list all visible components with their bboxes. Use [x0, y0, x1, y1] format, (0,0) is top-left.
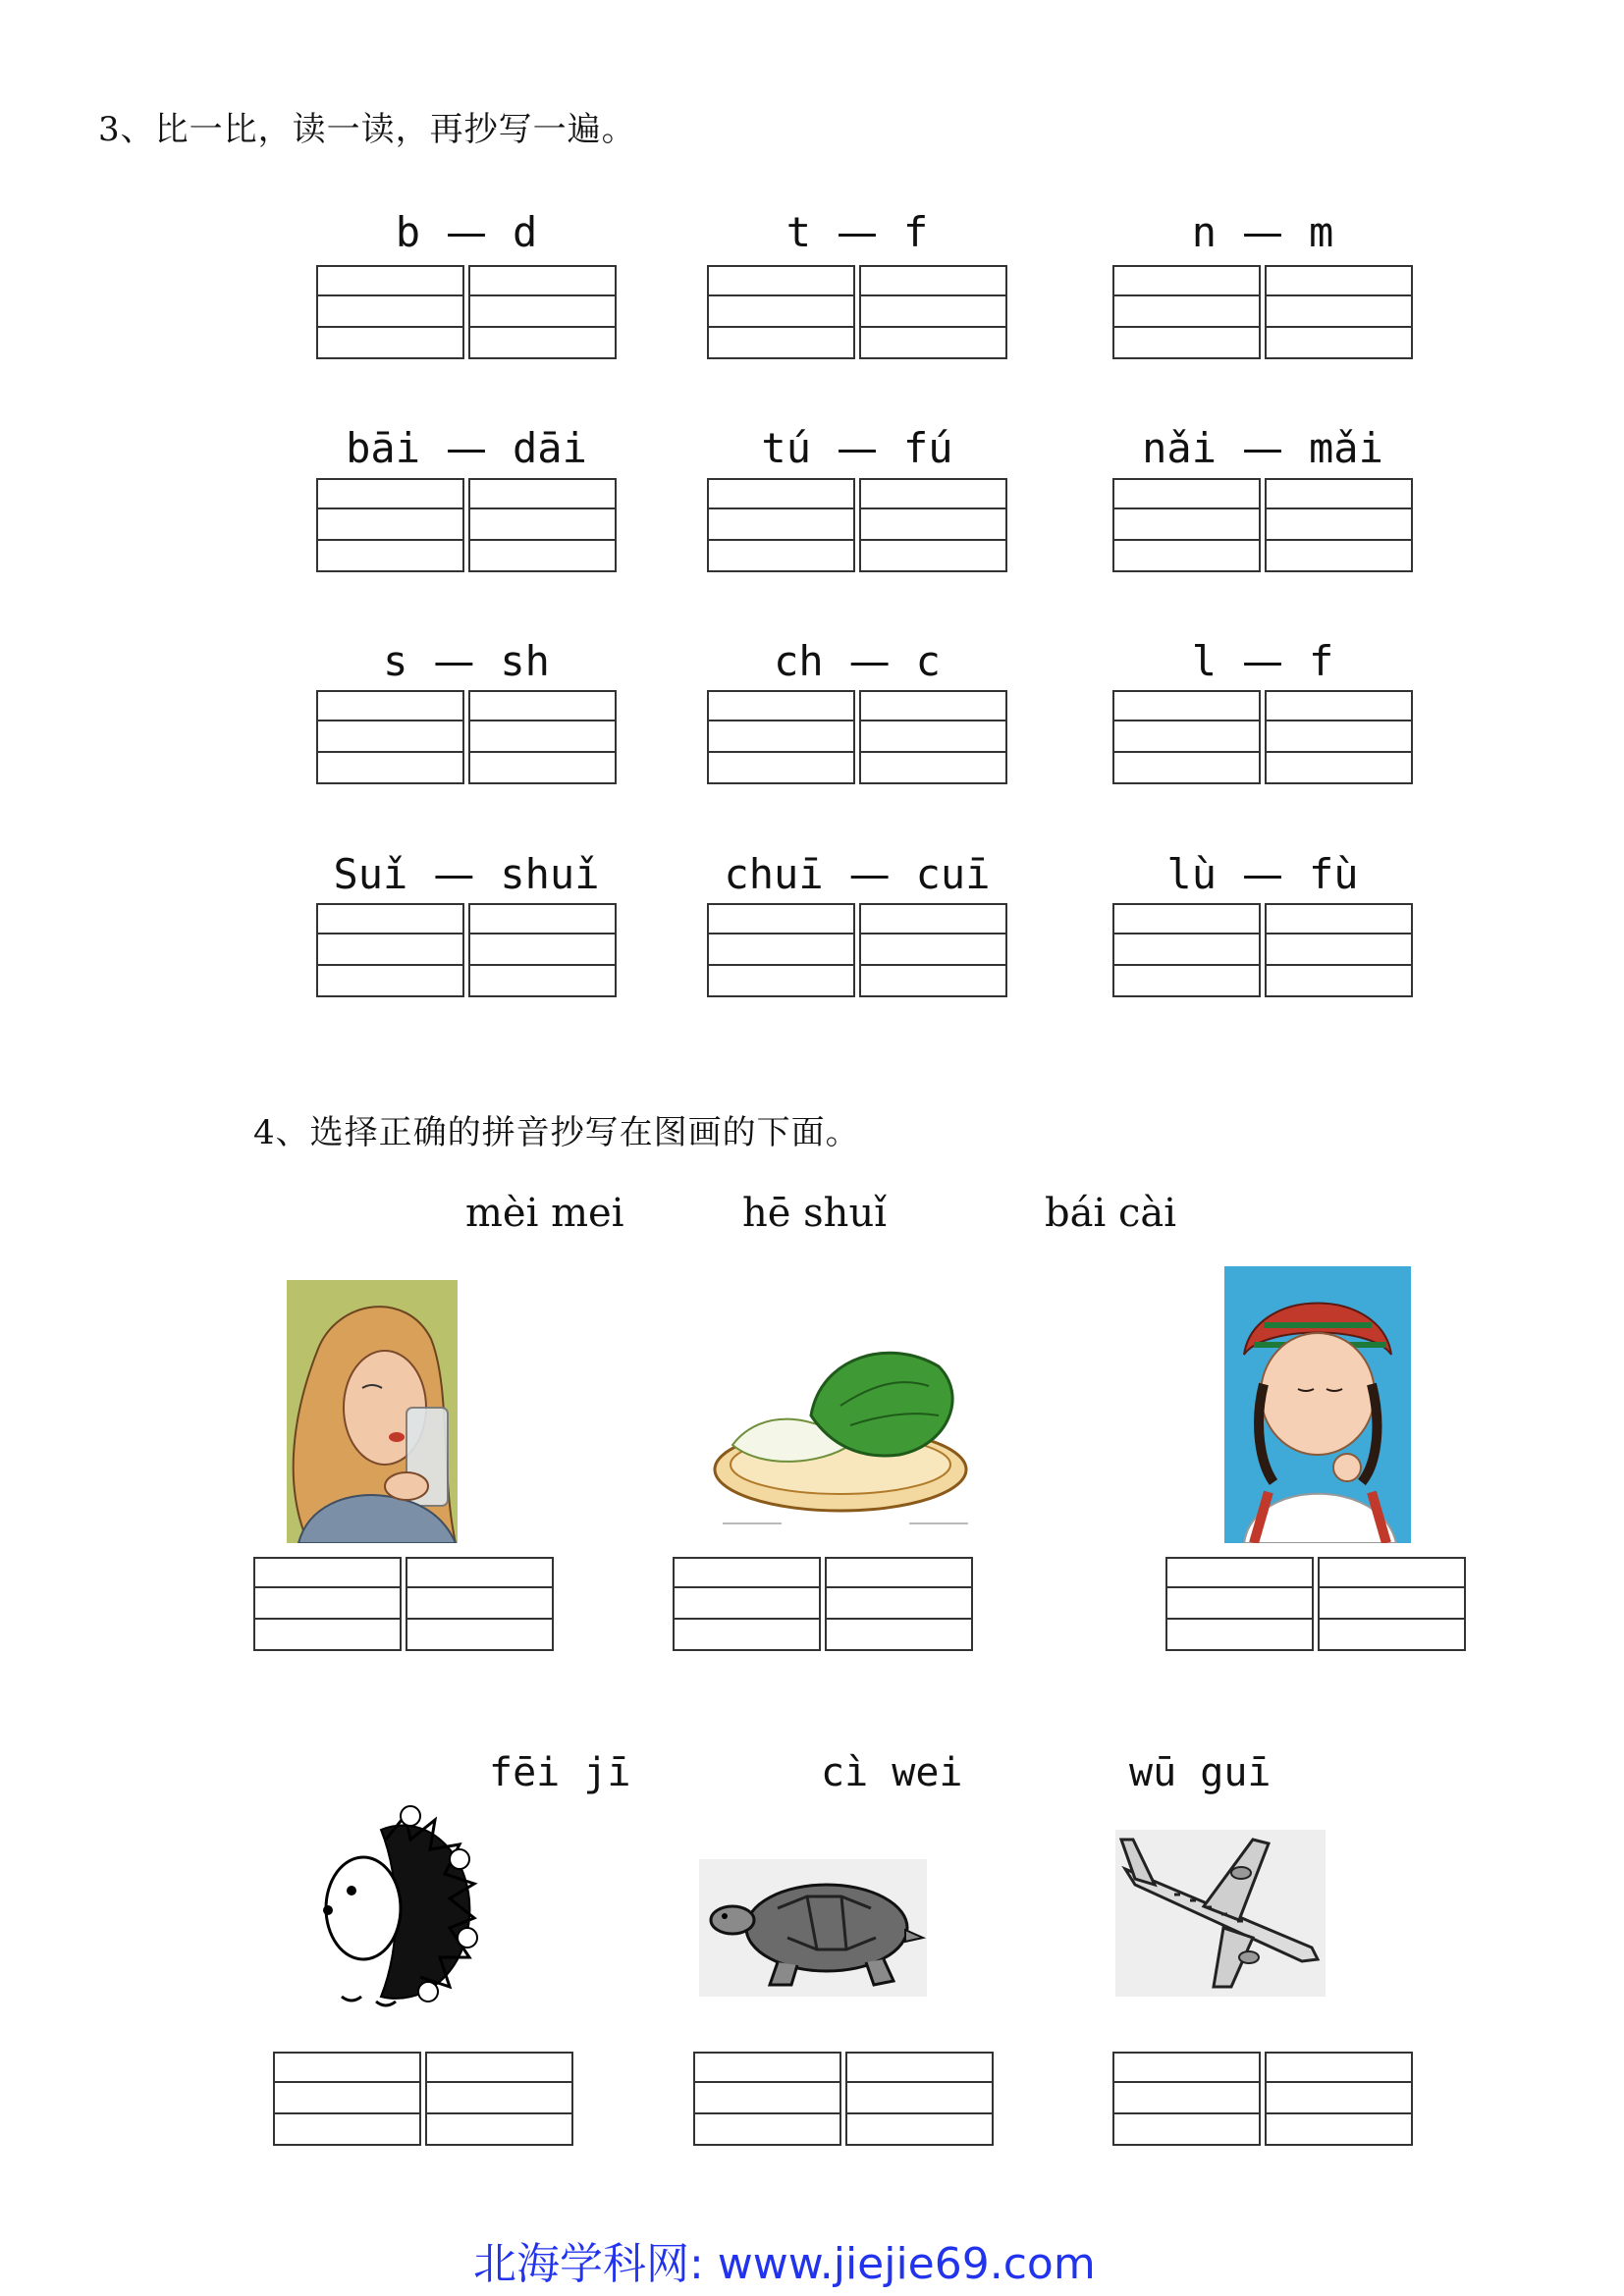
writing-cell[interactable] [468, 690, 617, 784]
pair-left: b [395, 207, 420, 256]
answer-grid-1-1[interactable] [253, 1557, 554, 1651]
option-he-shui: hē shuǐ [742, 1191, 887, 1236]
pair-dash: — [1242, 207, 1283, 256]
pair-left: Suǐ [333, 849, 408, 898]
option-mei-mei: mèi mei [465, 1191, 624, 1236]
answer-grid-1-3[interactable] [1165, 1557, 1466, 1651]
writing-cell[interactable] [468, 903, 617, 997]
pair-left: tú [761, 423, 811, 472]
pair-right: d [513, 207, 538, 256]
writing-cell[interactable] [1265, 265, 1413, 359]
airplane-icon [1115, 1830, 1326, 1997]
writing-cell[interactable] [316, 478, 464, 572]
writing-grid-4-1[interactable] [316, 903, 617, 997]
writing-cell[interactable] [1265, 478, 1413, 572]
writing-cell[interactable] [693, 2052, 841, 2146]
writing-cell[interactable] [707, 690, 855, 784]
writing-cell[interactable] [859, 478, 1007, 572]
pair-l-f [1112, 633, 1413, 688]
writing-cell[interactable] [273, 2052, 421, 2146]
pair-dash: — [446, 423, 487, 472]
pair-n-m [1112, 204, 1413, 259]
writing-cell[interactable] [707, 903, 855, 997]
pair-bai-dai [316, 420, 617, 475]
writing-cell[interactable] [1112, 478, 1261, 572]
option-fei-ji: fēi jī [489, 1750, 631, 1795]
writing-cell[interactable] [425, 2052, 573, 2146]
cabbage-icon [703, 1298, 978, 1543]
writing-cell[interactable] [468, 265, 617, 359]
pair-right: mǎi [1309, 423, 1383, 472]
pair-left: nǎi [1142, 423, 1217, 472]
pair-right: cuī [915, 849, 991, 898]
answer-grid-2-1[interactable] [273, 2052, 573, 2146]
pair-right: f [1309, 636, 1334, 685]
writing-cell[interactable] [316, 903, 464, 997]
writing-cell[interactable] [707, 265, 855, 359]
pair-lu-fu [1112, 846, 1413, 901]
pair-right: f [903, 207, 929, 256]
pair-dash: — [433, 636, 475, 685]
writing-grid-3-2[interactable] [707, 690, 1007, 784]
option-ci-wei: cì wei [821, 1750, 963, 1795]
writing-cell[interactable] [1112, 690, 1261, 784]
pair-dash: — [837, 207, 878, 256]
writing-cell[interactable] [825, 1557, 973, 1651]
writing-grid-2-1[interactable] [316, 478, 617, 572]
answer-grid-2-3[interactable] [1112, 2052, 1413, 2146]
writing-grid-3-1[interactable] [316, 690, 617, 784]
writing-grid-1-2[interactable] [707, 265, 1007, 359]
writing-cell[interactable] [1318, 1557, 1466, 1651]
writing-cell[interactable] [253, 1557, 402, 1651]
pair-left: s [383, 636, 408, 685]
writing-cell[interactable] [1265, 903, 1413, 997]
pair-nai-mai [1112, 420, 1413, 475]
pair-right: sh [500, 636, 550, 685]
writing-cell[interactable] [1165, 1557, 1314, 1651]
pair-left: lù [1166, 849, 1217, 898]
answer-grid-1-2[interactable] [673, 1557, 973, 1651]
answer-grid-2-2[interactable] [693, 2052, 994, 2146]
writing-cell[interactable] [859, 690, 1007, 784]
writing-cell[interactable] [1265, 690, 1413, 784]
option-wu-gui: wū guī [1129, 1750, 1272, 1795]
pair-dash: — [446, 207, 487, 256]
writing-cell[interactable] [1112, 903, 1261, 997]
pair-right: fú [903, 423, 953, 472]
pair-right: shuǐ [500, 849, 600, 898]
pair-t-f [707, 204, 1007, 259]
pair-tu-fu [707, 420, 1007, 475]
writing-cell[interactable] [316, 265, 464, 359]
pair-dash: — [848, 636, 891, 685]
pair-dash: — [837, 423, 878, 472]
writing-cell[interactable] [468, 478, 617, 572]
pair-left: ch [774, 636, 824, 685]
option-bai-cai: bái cài [1045, 1191, 1177, 1236]
pair-chui-cui [707, 846, 1007, 901]
pair-right: c [915, 636, 941, 685]
pair-left: l [1191, 636, 1217, 685]
pair-dash: — [433, 849, 475, 898]
pair-left: t [785, 207, 811, 256]
pair-ch-c [707, 633, 1007, 688]
writing-grid-1-1[interactable] [316, 265, 617, 359]
writing-grid-4-2[interactable] [707, 903, 1007, 997]
pair-right: dāi [513, 423, 587, 472]
pair-dash: — [1242, 849, 1283, 898]
writing-cell[interactable] [316, 690, 464, 784]
turtle-icon [699, 1859, 927, 1997]
pair-right: fù [1309, 849, 1359, 898]
pair-dash: — [1242, 423, 1283, 472]
writing-grid-3-3[interactable] [1112, 690, 1413, 784]
writing-grid-1-3[interactable] [1112, 265, 1413, 359]
writing-grid-4-3[interactable] [1112, 903, 1413, 997]
hedgehog-icon [312, 1800, 479, 2014]
pair-sui-shui [316, 846, 617, 901]
writing-cell[interactable] [673, 1557, 821, 1651]
pair-left: chuī [724, 849, 824, 898]
pair-left: n [1191, 207, 1217, 256]
pair-dash: — [848, 849, 891, 898]
pair-b-d [316, 204, 617, 259]
woman-drinking-icon [269, 1280, 465, 1543]
girl-photo-icon [1224, 1266, 1411, 1543]
writing-grid-2-2[interactable] [707, 478, 1007, 572]
writing-cell[interactable] [707, 478, 855, 572]
pair-left: bāi [346, 423, 420, 472]
writing-cell[interactable] [406, 1557, 554, 1651]
writing-grid-2-3[interactable] [1112, 478, 1413, 572]
pair-dash: — [1242, 636, 1283, 685]
writing-cell[interactable] [859, 903, 1007, 997]
writing-cell[interactable] [859, 265, 1007, 359]
writing-cell[interactable] [1112, 265, 1261, 359]
writing-cell[interactable] [1112, 2052, 1261, 2146]
pair-s-sh [316, 633, 617, 688]
writing-cell[interactable] [1265, 2052, 1413, 2146]
footer-website: 北海学科网: www.jiejie69.com [473, 2239, 1096, 2289]
pair-right: m [1309, 207, 1334, 256]
writing-cell[interactable] [845, 2052, 994, 2146]
section4-heading: 4、选择正确的拼音抄写在图画的下面。 [253, 1113, 860, 1152]
section3-heading: 3、比一比，读一读，再抄写一遍。 [98, 110, 636, 149]
